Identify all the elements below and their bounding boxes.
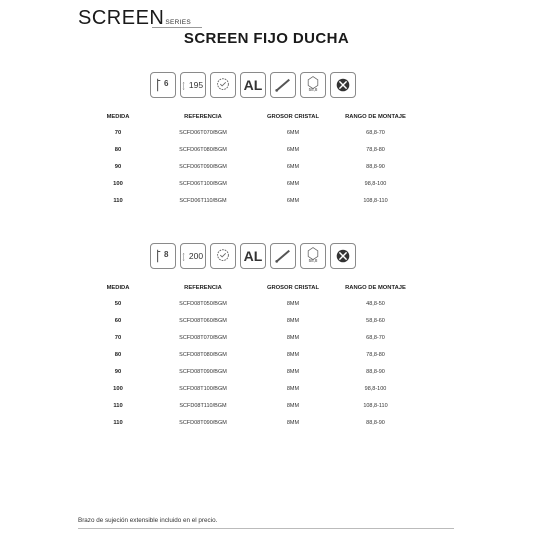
cell-referencia: SCFD06T100/BGM [179,180,227,187]
spec-table-6mm [88,110,423,209]
col-referencia: REFERENCIA [184,285,222,291]
table-header-row [88,110,423,124]
cell-referencia: SCFD06T090/BGM [179,163,227,170]
aluminium-icon [240,72,266,98]
cell-rango: 108,8-110 [363,402,388,409]
col-rango: RANGO DE MONTAJE [345,114,406,120]
height-value: 200 [188,251,204,261]
brand-main: SCREEN [78,7,165,29]
height-value: 195 [188,80,204,90]
cell-rango: 88,8-90 [366,163,385,170]
cell-grosor: 8MM [286,334,300,341]
cell-rango: 88,8-90 [366,419,385,426]
thickness-value: 6 [164,79,169,88]
cell-referencia: SCFD08T070/BGM [179,334,227,341]
cell-grosor: 8MM [286,351,300,358]
cell-grosor: 8MM [286,368,300,375]
cell-rango: 88,8-90 [366,368,385,375]
spec-table-8mm [88,281,423,431]
brand-logo [78,8,191,28]
cell-medida: 90 [114,163,122,170]
table-row [88,141,423,158]
cell-referencia: SCFD08T100/BGM [179,385,227,392]
cell-grosor: 6MM [286,180,300,187]
glass-thickness-icon [150,72,176,98]
extensible-arm-icon [300,243,326,269]
table-row [88,175,423,192]
col-rango: RANGO DE MONTAJE [345,285,406,291]
glass-thickness-icon [150,243,176,269]
cell-rango: 108,8-110 [363,197,388,204]
cell-medida: 80 [114,146,122,153]
quality-seal-icon [210,72,236,98]
page-title: SCREEN FIJO DUCHA [183,30,350,47]
aluminium-icon [240,243,266,269]
cell-grosor: 6MM [286,146,300,153]
cell-grosor: 8MM [286,385,300,392]
table-row [88,346,423,363]
extensible-arm-icon [300,72,326,98]
table-header-row [88,281,423,295]
cell-rango: 98,8-100 [364,385,387,392]
extend-value: 58,8 [308,258,318,263]
cell-referencia: SCFD08T090/BGM [179,368,227,375]
handle-bar-icon [270,72,296,98]
cell-medida: 100 [113,385,123,392]
cell-medida: 90 [114,368,122,375]
cell-grosor: 6MM [286,197,300,204]
cell-referencia: SCFD06T080/BGM [179,146,227,153]
tools-icon [330,243,356,269]
footer-divider [78,528,454,529]
feature-icons-6mm [150,72,356,98]
table-row [88,414,423,431]
cell-grosor: 6MM [286,163,300,170]
extend-value: 58,8 [308,87,318,92]
cell-medida: 70 [114,334,122,341]
cell-medida: 110 [113,419,123,426]
col-grosor: GROSOR CRISTAL [266,285,320,291]
tools-icon [330,72,356,98]
cell-referencia: SCFD08T060/BGM [179,317,227,324]
material-value: AL [243,248,263,264]
table-row [88,192,423,209]
table-row [88,312,423,329]
table-row [88,363,423,380]
handle-bar-icon [270,243,296,269]
cell-medida: 70 [114,129,122,136]
cell-rango: 78,8-80 [366,351,385,358]
cell-rango: 58,8-60 [366,317,385,324]
col-grosor: GROSOR CRISTAL [266,114,320,120]
cell-rango: 98,8-100 [364,180,387,187]
cell-grosor: 6MM [286,129,300,136]
col-medida: MEDIDA [106,285,130,291]
cell-grosor: 8MM [286,419,300,426]
cell-medida: 110 [113,402,123,409]
cell-referencia: SCFD08T080/BGM [179,351,227,358]
cell-referencia: SCFD08T110/BGM [179,402,227,409]
table-row [88,397,423,414]
cell-referencia: SCFD06T070/BGM [179,129,227,136]
height-icon [180,243,206,269]
brand-sub: SERIES [165,19,192,26]
material-value: AL [243,77,263,93]
brand-underline [152,27,202,28]
cell-grosor: 8MM [286,402,300,409]
cell-rango: 68,8-70 [366,129,385,136]
col-medida: MEDIDA [106,114,130,120]
cell-medida: 110 [113,197,123,204]
cell-medida: 60 [114,317,122,324]
cell-grosor: 8MM [286,300,300,307]
cell-medida: 100 [113,180,123,187]
table-row [88,124,423,141]
cell-referencia: SCFD08T090/BGM [179,419,227,426]
table-row [88,380,423,397]
col-referencia: REFERENCIA [184,114,222,120]
table-row [88,158,423,175]
thickness-value: 8 [164,250,169,259]
table-row [88,329,423,346]
table-row [88,295,423,312]
cell-grosor: 8MM [286,317,300,324]
cell-rango: 48,8-50 [366,300,385,307]
cell-rango: 68,8-70 [366,334,385,341]
cell-rango: 78,8-80 [366,146,385,153]
cell-medida: 50 [114,300,122,307]
cell-referencia: SCFD08T050/BGM [179,300,227,307]
feature-icons-8mm [150,243,356,269]
height-icon [180,72,206,98]
footer-note: Brazo de sujeción extensible incluido en el precio. [78,517,218,524]
cell-referencia: SCFD06T110/BGM [179,197,227,204]
quality-seal-icon [210,243,236,269]
cell-medida: 80 [114,351,122,358]
